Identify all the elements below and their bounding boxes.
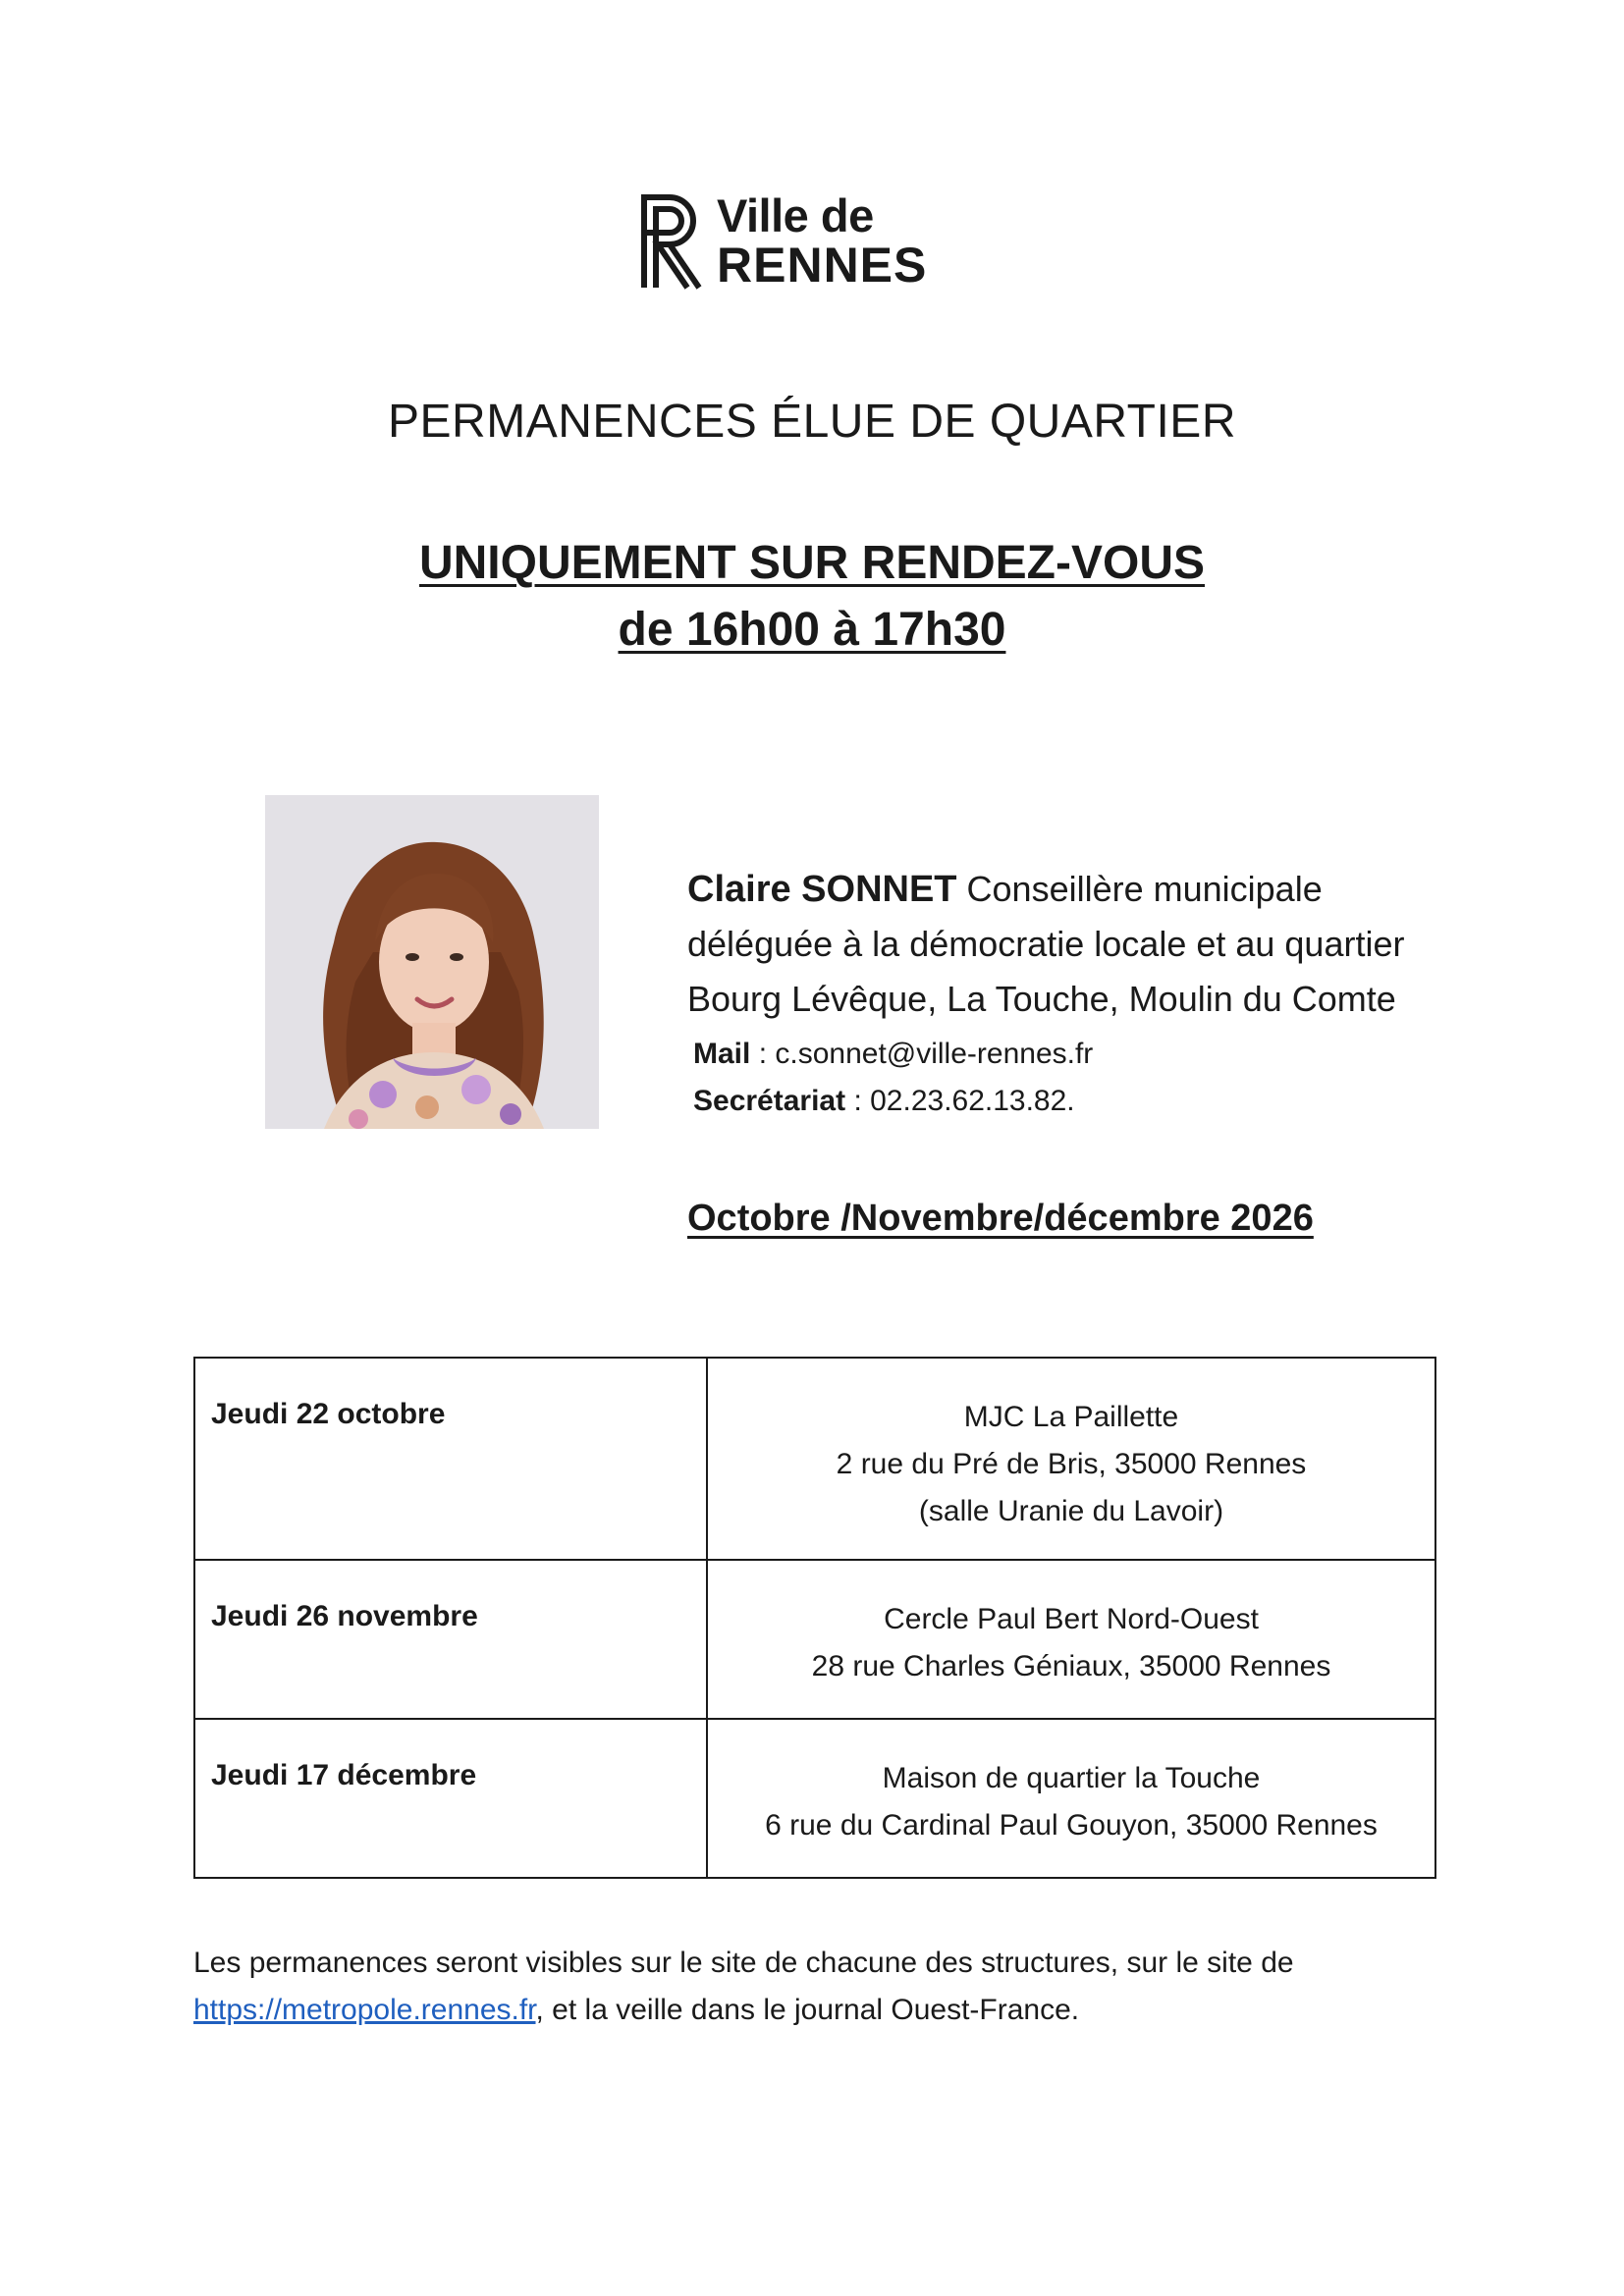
councillor-bio [687,862,1532,1027]
mail-label: Mail [693,1038,751,1070]
location-line: MJC La Paillette [963,1401,1179,1433]
footer-note [193,1940,1470,2034]
schedule-location [707,1358,1435,1560]
logo-line-2: RENNES [717,238,928,293]
rennes-r-logo-icon [640,193,705,290]
table-row [194,1358,1435,1560]
role-line-1: Conseillère municipale [956,869,1323,909]
mail-row [693,1031,1093,1078]
location-line: (salle Uranie du Lavoir) [918,1495,1224,1527]
schedule-date: Jeudi 26 novembre [194,1560,707,1719]
councillor-name: Claire SONNET [687,869,957,910]
portrait-image [265,795,599,1129]
footer-text-1: Les permanences seront visibles sur le site de chacune des structures, sur le site de [193,1947,1294,1979]
metropole-link[interactable]: https://metropole.rennes.fr [193,1994,536,2026]
location-line: Maison de quartier la Touche [882,1762,1261,1794]
schedule-location [707,1560,1435,1719]
location-line: 6 rue du Cardinal Paul Gouyon, 35000 Rennes [765,1809,1378,1842]
secretariat-label: Secrétariat [693,1085,846,1117]
page-title: PERMANENCES ÉLUE DE QUARTIER [388,396,1236,448]
logo-line-1: Ville de [717,189,874,241]
table-row [194,1560,1435,1719]
footer-text-2: , et la veille dans le journal Ouest-France. [535,1994,1080,2026]
role-line-3: Bourg Lévêque, La Touche, Moulin du Comte [687,979,1396,1019]
portrait-photo [265,795,599,1129]
schedule-location [707,1719,1435,1878]
role-line-2: déléguée à la démocratie locale et au quartier [687,924,1405,964]
location-line: 2 rue du Pré de Bris, 35000 Rennes [836,1448,1307,1480]
hours: de 16h00 à 17h30 [618,604,1006,656]
schedule-table [193,1357,1436,1879]
schedule-date: Jeudi 22 octobre [194,1358,707,1560]
city-logo [640,189,928,293]
table-row [194,1719,1435,1878]
appointment-notice [0,530,1624,664]
appointment-only: UNIQUEMENT SUR RENDEZ-VOUS [418,537,1206,589]
secretariat-value: : 02.23.62.13.82. [845,1085,1075,1117]
location-line: 28 rue Charles Géniaux, 35000 Rennes [811,1650,1331,1682]
contact-info [693,1031,1093,1125]
schedule-date: Jeudi 17 décembre [194,1719,707,1878]
location-line: Cercle Paul Bert Nord-Ouest [884,1603,1259,1635]
mail-value: : c.sonnet@ville-rennes.fr [750,1038,1094,1070]
period-heading: Octobre /Novembre/décembre 2026 [687,1198,1314,1239]
secretariat-row [693,1078,1093,1125]
